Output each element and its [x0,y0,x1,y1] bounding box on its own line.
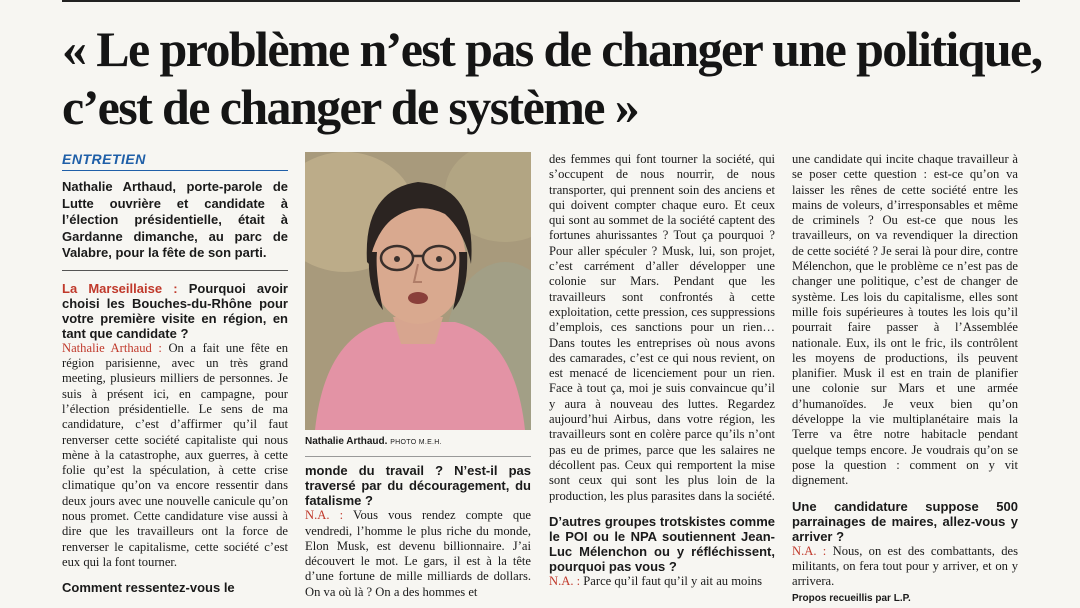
question-2-start: Comment ressentez-vous le [62,580,235,596]
question-1-text: Pourquoi avoir choisi les Bouches-du-Rhône pour votre première visite en région, en tant que candidate ? [62,280,288,341]
column-4 [792,152,1018,607]
top-rule [62,0,1020,2]
answer-3-part-2: une candidate qui incite chaque travailleur à se poser cette question : est-ce qu’on va laisser les rênes de cette société entre les mains de voleurs, d’irresponsables et même de criminels ? Ou est-ce que nous les travailleurs, on va revendiquer la direction de cette société ? Je serai là pour dire, contre Mélenchon, que le problème ce n’est pas de changer une politique, c’est de changer de système. Les lois du capitalisme, elles sont mille fois supérieures à toutes les lois qu’il pourrait faire passer à l’Assemblée nationale. Eux, ils ont le fric, ils contrôlent les moyens de productions, ils peuvent planifier. Musk il est en train de planifier une colonie sur Mars et une armée d’humanoïdes. Je veux bien qu’on développe la vie multiplanétaire mais la Terre va être notre habitacle pendant quelque temps encore. Je voudrais qu’on se pose la question : comment on y vit dignement. [792,152,1018,488]
answer-1-text: On a fait une fête en région parisienne, avec un très grand meeting, plusieurs milliers de personnes. Je suis à présent ici, en campagne, pour l’élection présidentielle. Le sens de ma candidature, c’est d’affirmer qu’il faut renverser cette société capitaliste qui nous mène à la catastrophe, aux guerres, à cette folie qu’est la spéculation, à cette crise climatique qu’on va encore ressentir dans deux jours avec une nouvelle canicule qu’on nous promet. Cette candidature vise aussi à dire que les travailleurs ont la force de renverser le capitalisme, cette société c’est eux qui la font tourner. [62,340,288,569]
answer-4-text: Nous, on est des combattants, des militants, on fera tout pour y arriver, et on y arrivera. [792,543,1019,589]
article-headline: « Le problème n’est pas de changer une politique, c’est de changer de système » [62,21,1042,135]
interviewee-short-label: N.A. : [549,573,581,588]
interviewer-label: La Marseillaise : [62,280,178,296]
article-lead: Nathalie Arthaud, porte-parole de Lutte ouvrière et candidate à l’élection présidentielle, était à Gardanne dimanche, au parc de Valabre, pour la fête de son parti. [62,179,288,261]
photo-credit: PHOTO M.E.H. [390,439,442,446]
column-1 [62,152,288,595]
answer-2-part-1-text: Vous vous rendez compte que vendredi, l’homme le plus riche du monde, Elon Musk, est devenu billionnaire. J’ai découvert le mot. Le gars, il est à la tête d’une fortune de mille milliards de dollars. On va où là ? On a des hommes et [305,508,532,599]
section-rubric: ENTRETIEN [62,151,146,167]
rubric-rule [62,170,288,171]
photo-caption-text: Nathalie Arthaud. [305,436,388,447]
answer-4 [792,544,1018,590]
question-4: Une candidature suppose 500 parrainages de maires, allez-vous y arriver ? [792,498,1018,544]
answer-1 [62,341,288,570]
question-2-end: monde du travail ? N’est-il pas traversé par du découragement, du fatalisme ? [305,463,531,509]
portrait-illustration [305,152,531,430]
answer-3-part-1 [549,574,775,589]
answer-3-part-1-text: Parce qu’il faut qu’il y ait au moins [583,573,763,588]
answer-2-part-1 [305,508,531,600]
interviewee-label: Nathalie Arthaud : [62,340,162,355]
interviewee-short-label: N.A. : [305,508,344,523]
question-1 [62,281,288,341]
column-3 [549,152,775,589]
portrait-photo [305,152,531,430]
byline-signature: Propos recueillis par L.P. [792,593,911,605]
column-2 [305,152,531,600]
photo-caption [305,434,531,457]
lead-divider [62,270,288,271]
interviewee-short-label: N.A. : [792,543,827,558]
question-3: D’autres groupes trotskistes comme le POI ou le NPA soutiennent Jean-Luc Mélenchon ou y réfléchissent, pourquoi pas vous ? [549,513,775,574]
answer-2-part-2: des femmes qui font tourner la société, qui s’occupent de nous nourrir, de nous transporter, qui prennent soin des anciens et qui doivent compter chaque euro. Et ceux qui sont au sommet de la société captent des fortunes ahurissantes ? Tout ça pourquoi ? Pour aller spéculer ? Musk, lui, son projet, c’est carrément d’aller développer une colonie sur Mars. Pendant que les travailleurs sont confrontés à cette exploitation, cette pression, ces suppressions d’emplois, ces sanctions pour un rien… Dans toutes les entreprises où nous avons des camarades, c’est ce qui nous revient, on est menacé de licenciement pour un rien. Face à tout ça, moi je suis convaincue qu’il y aura à nouveau des luttes. Regardez aujourd’hui Airbus, dans votre région, les travailleurs sont en colère parce qu’ils n’ont pas eu de primes, parce que les salaires ne décollent pas. Ceux qui remportent la mise sont ceux qui sont les plus loin de la production, les plus parasites dans la société. [549,152,775,503]
